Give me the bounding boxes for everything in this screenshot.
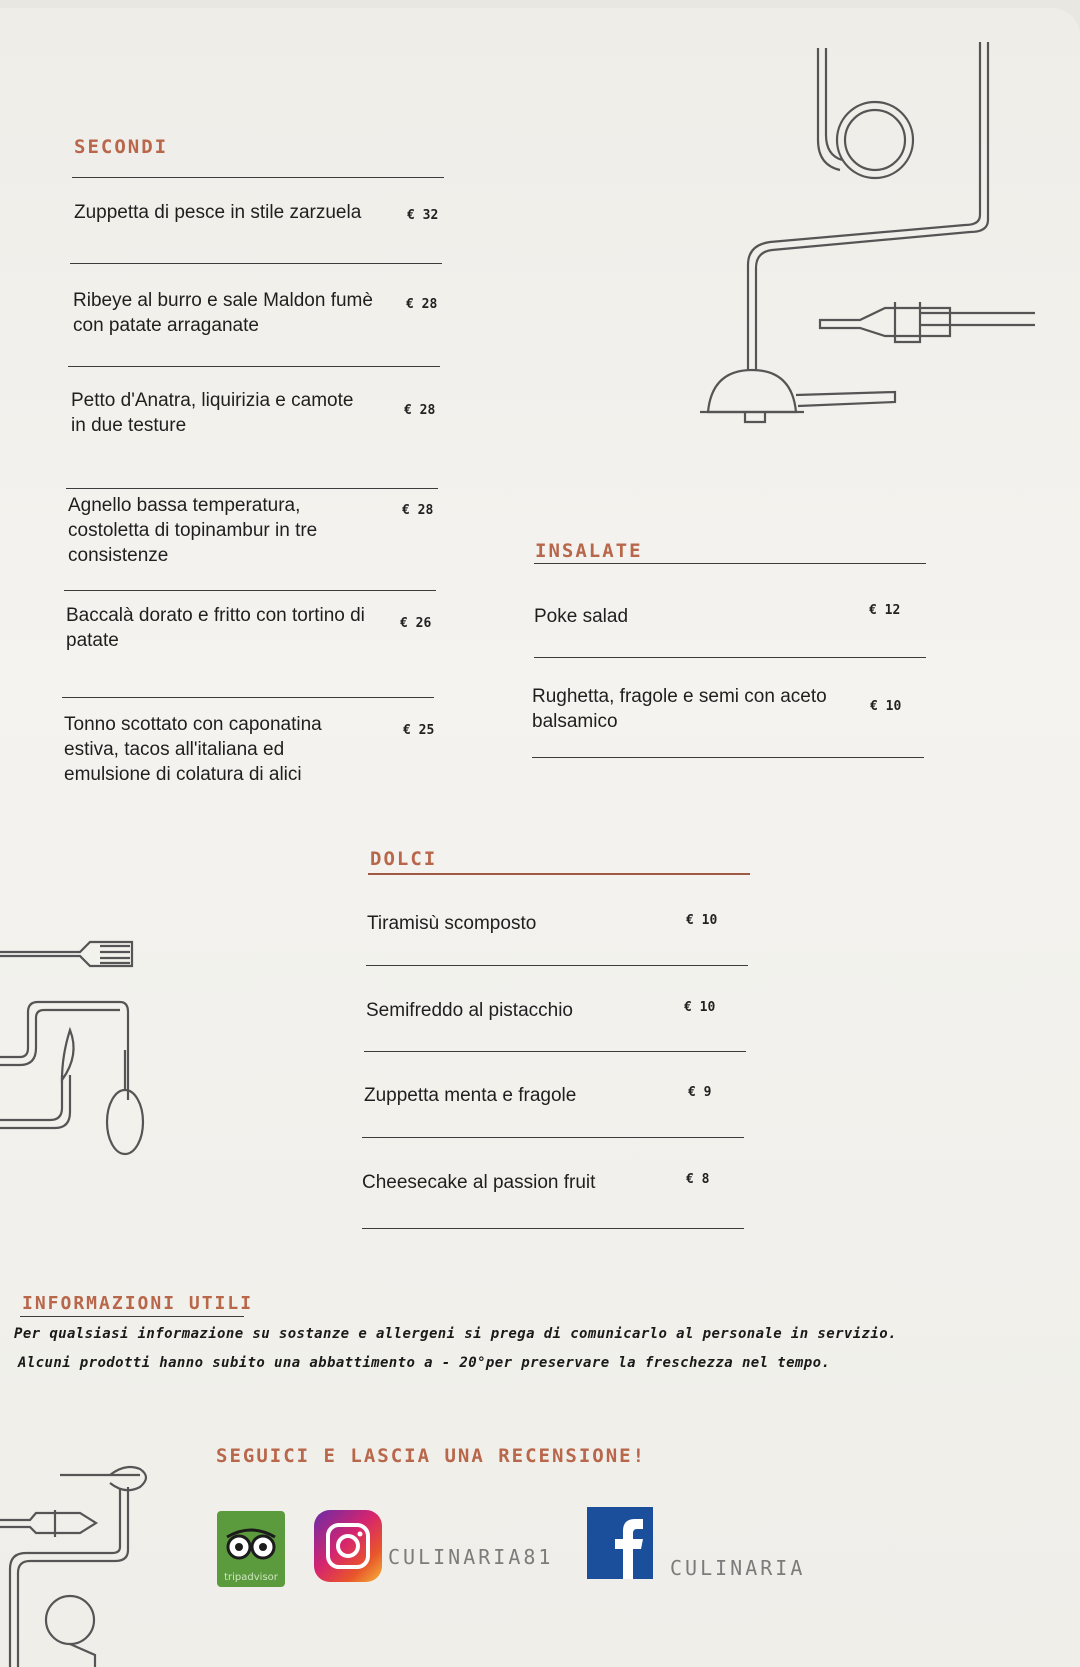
insalate-item-name: Rughetta, fragole e semi con aceto balsamico — [532, 686, 827, 732]
item-divider — [66, 488, 438, 489]
item-divider — [70, 263, 442, 264]
item-divider — [68, 366, 440, 367]
secondi-item-price: € 28 — [404, 403, 436, 418]
secondi-item-name: Tonno scottato con caponatina estiva, tacos all'italiana ed emulsione di colatura di alici — [64, 714, 322, 785]
follow-title: SEGUICI E LASCIA UNA RECENSIONE! — [216, 1445, 647, 1467]
secondi-item-price: € 28 — [402, 503, 434, 518]
dolci-item-name: Tiramisù scomposto — [367, 913, 537, 934]
secondi-title: SECONDI — [74, 136, 169, 158]
facebook-handle[interactable]: CULINARIA — [670, 1556, 806, 1580]
item-divider — [366, 965, 748, 966]
dolci-item-price: € 9 — [688, 1085, 712, 1100]
facebook-link[interactable] — [587, 1507, 653, 1579]
dolci-item-price: € 10 — [684, 1000, 716, 1015]
dolci-item-price: € 8 — [686, 1172, 710, 1187]
item-divider — [532, 757, 924, 758]
dolci-title-rule — [368, 873, 750, 875]
item-divider — [64, 590, 436, 591]
dolci-item-name: Cheesecake al passion fruit — [362, 1172, 596, 1193]
facebook-icon — [587, 1507, 653, 1579]
allergen-notice: Per qualsiasi informazione su sostanze e allergeni si prega di comunicarlo al personale in servizio. — [14, 1326, 897, 1342]
cutlery-line-art-bottom-left — [0, 1455, 160, 1667]
insalate-item-price: € 12 — [869, 603, 901, 618]
insalate-title: INSALATE — [535, 540, 643, 562]
secondi-item-price: € 25 — [403, 723, 435, 738]
secondi-title-rule — [72, 177, 444, 178]
insalate-item-name: Poke salad — [534, 606, 629, 627]
instagram-handle[interactable]: CULINARIA81 — [388, 1545, 554, 1569]
info-title-rule — [20, 1316, 244, 1317]
secondi-item-price: € 32 — [407, 208, 439, 223]
secondi-item-name: Ribeye al burro e sale Maldon fumè con patate arraganate — [73, 290, 373, 336]
instagram-icon — [314, 1510, 382, 1582]
item-divider — [534, 657, 926, 658]
dolci-item-name: Semifreddo al pistacchio — [366, 1000, 573, 1021]
secondi-item-name: Agnello bassa temperatura, costoletta di topinambur in tre consistenze — [68, 495, 318, 566]
insalate-title-rule — [534, 563, 926, 564]
secondi-item-name: Zuppetta di pesce in stile zarzuela — [74, 202, 362, 223]
tripadvisor-link[interactable] — [217, 1511, 285, 1587]
cutlery-line-art-left — [0, 930, 160, 1160]
item-divider — [362, 1228, 744, 1229]
item-divider — [62, 697, 434, 698]
insalate-item-price: € 10 — [870, 699, 902, 714]
dolci-item-name: Zuppetta menta e fragole — [364, 1085, 577, 1106]
secondi-item-name: Petto d'Anatra, liquirizia e camote in due testure — [71, 390, 354, 436]
info-title: INFORMAZIONI UTILI — [22, 1293, 254, 1314]
tripadvisor-label: tripadvisor — [224, 1572, 278, 1583]
dolci-title: DOLCI — [370, 848, 438, 870]
secondi-item-price: € 28 — [406, 297, 438, 312]
cutlery-line-art-top-right — [690, 40, 1050, 450]
secondi-item-name: Baccalà dorato e fritto con tortino di patate — [66, 605, 365, 651]
item-divider — [362, 1137, 744, 1138]
dolci-item-price: € 10 — [686, 913, 718, 928]
secondi-item-price: € 26 — [400, 616, 432, 631]
freshness-notice: Alcuni prodotti hanno subito una abbattimento a - 20°per preservare la freschezza nel tempo. — [18, 1355, 831, 1371]
tripadvisor-icon — [217, 1515, 285, 1571]
instagram-link[interactable] — [314, 1510, 382, 1582]
item-divider — [364, 1051, 746, 1052]
